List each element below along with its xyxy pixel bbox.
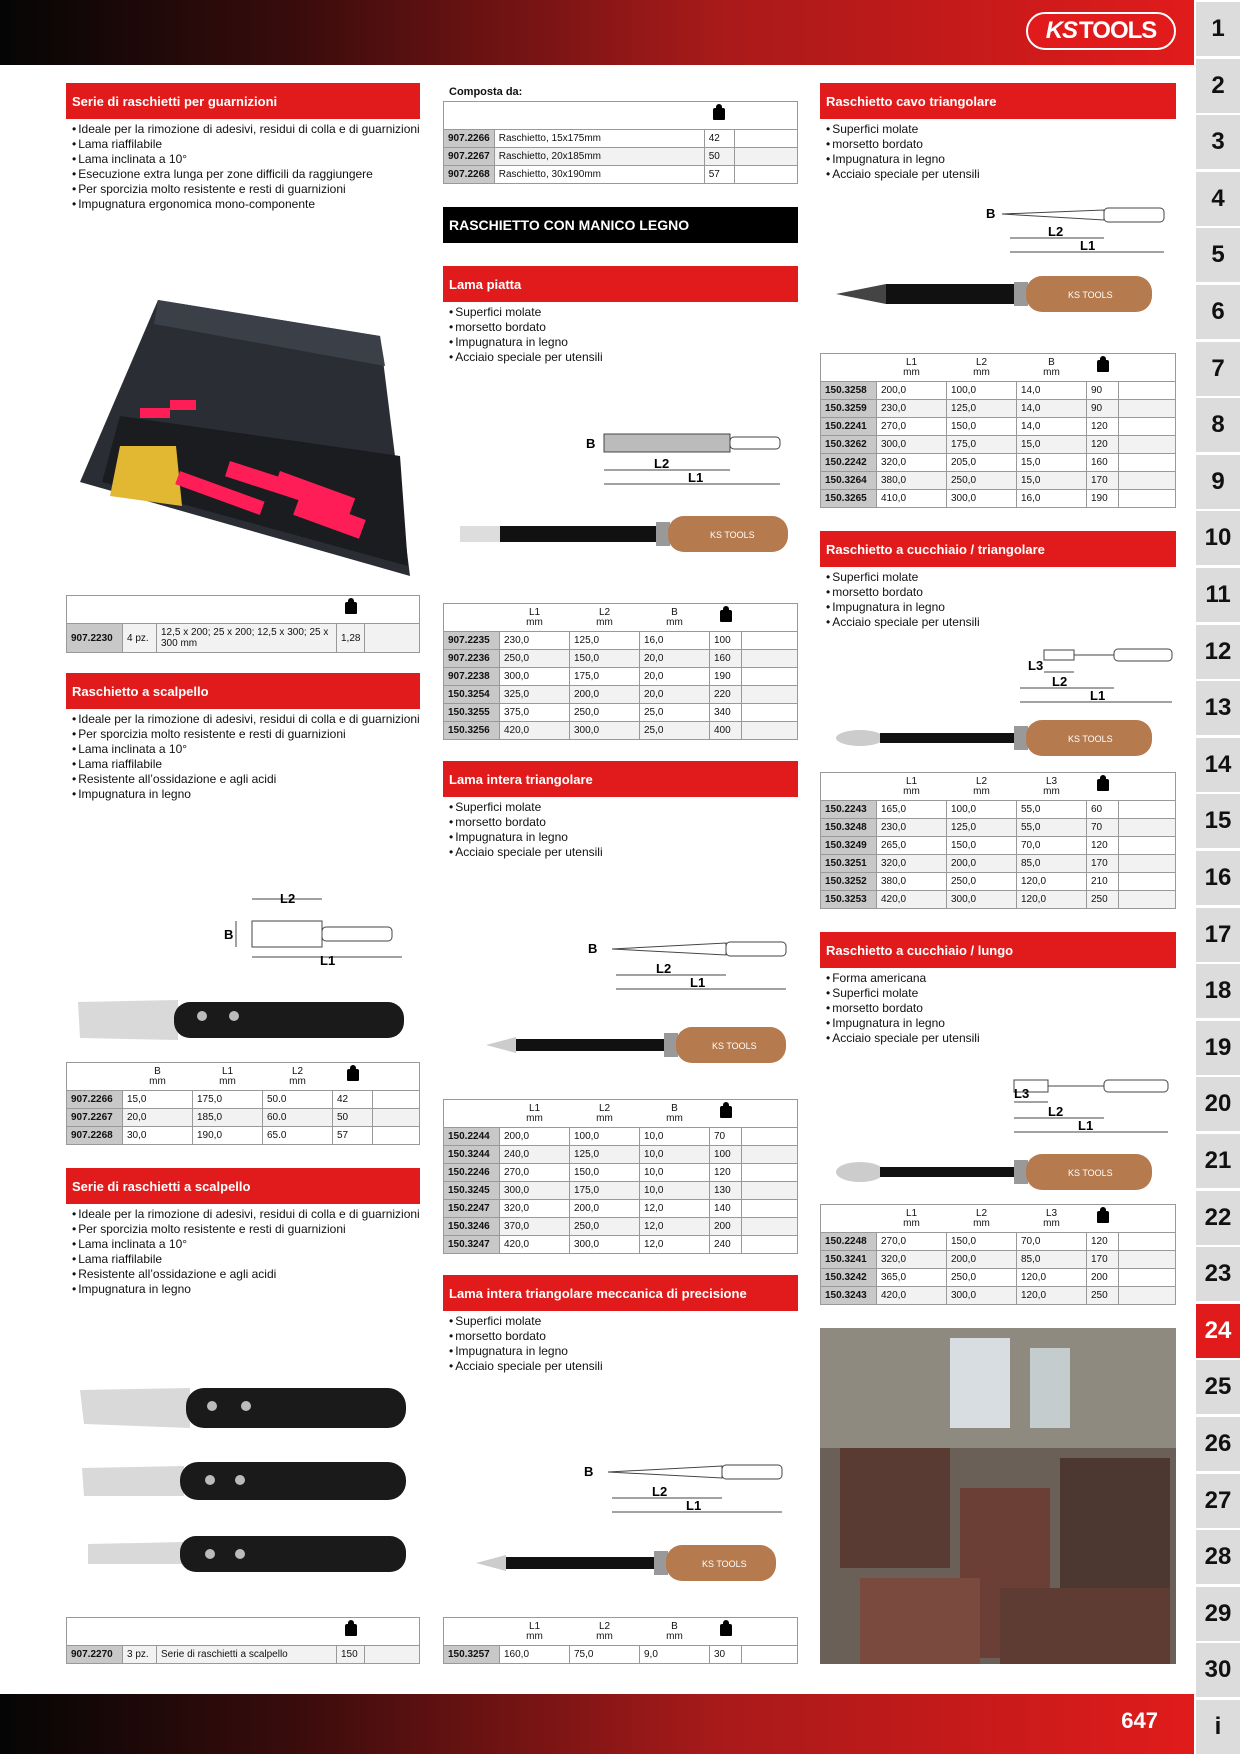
chapter-tab-7[interactable]: 7: [1196, 342, 1240, 396]
scraper-set-case-image: [80, 296, 412, 586]
bullet-item: • Acciaio speciale per utensili: [824, 615, 1174, 630]
svg-text:L2: L2: [654, 456, 670, 471]
bullet-list: [824, 122, 1174, 182]
bullet-item: • Impugnatura in legno: [824, 152, 1174, 167]
bullet-item: • morsetto bordato: [824, 585, 1174, 600]
precision-triangular-scraper-image: [476, 1543, 776, 1583]
svg-text:L1: L1: [688, 470, 704, 485]
svg-text:KS TOOLS: KS TOOLS: [702, 1559, 747, 1569]
table-row: 907.2267 Raschietto, 20x185mm 50: [444, 148, 798, 166]
bullet-list: [447, 305, 797, 365]
chisel-scraper-image: [78, 996, 408, 1044]
table-row: 150.2247 320,0 200,0 12,0 140: [444, 1200, 798, 1218]
section-banner: RASCHIETTO CON MANICO LEGNO: [443, 207, 798, 243]
table-row: 150.3244 240,0 125,0 10,0 100: [444, 1146, 798, 1164]
svg-text:KS TOOLS: KS TOOLS: [1068, 734, 1113, 744]
bullet-item: • morsetto bordato: [824, 137, 1174, 152]
svg-text:L1: L1: [690, 975, 706, 990]
chapter-tab-16[interactable]: 16: [1196, 851, 1240, 905]
table-row: 150.3255 375,0 250,0 25,0 340: [444, 704, 798, 722]
triangular-blade-scraper-image: [486, 1025, 786, 1065]
spoon-triangular-scraper-image: [836, 718, 1152, 758]
chapter-tab-17[interactable]: 17: [1196, 908, 1240, 962]
bullet-item: • Superfici molate: [824, 986, 1174, 1001]
bullet-list: [70, 1207, 420, 1297]
chapter-tab-28[interactable]: 28: [1196, 1530, 1240, 1584]
chapter-tab-2[interactable]: 2: [1196, 59, 1240, 113]
product-table: 907.2230 4 pz. 12,5 x 200; 25 x 200; 12,5 x 300; 25 x 300 mm 1,28: [66, 595, 420, 653]
chapter-tab-23[interactable]: 23: [1196, 1247, 1240, 1301]
table-row: 150.3245 300,0 175,0 10,0 130: [444, 1182, 798, 1200]
ks-tools-logo: KS TOOLS: [1026, 12, 1176, 50]
bullet-item: • Lama inclinata a 10°: [70, 1237, 420, 1252]
svg-text:L3: L3: [1014, 1086, 1030, 1101]
table-row: 150.3256 420,0 300,0 25,0 400: [444, 722, 798, 740]
bullet-item: • Acciaio speciale per utensili: [447, 350, 797, 365]
section-title: Lama piatta: [443, 266, 798, 302]
section-title: Lama intera triangolare meccanica di precisione: [443, 1275, 798, 1311]
chapter-tab-4[interactable]: 4: [1196, 172, 1240, 226]
table-row: 907.2238 300,0 175,0 20,0 190: [444, 668, 798, 686]
table-row: 150.3252 380,0 250,0 120,0 210: [821, 873, 1176, 891]
svg-text:L1: L1: [1078, 1118, 1094, 1133]
bullet-item: • Acciaio speciale per utensili: [447, 1359, 797, 1374]
table-row: 150.3262 300,0 175,0 15,0 120: [821, 436, 1176, 454]
weight-icon: [720, 610, 732, 622]
chapter-tab-29[interactable]: 29: [1196, 1587, 1240, 1641]
table-row: 150.3241 320,0 200,0 85,0 170: [821, 1251, 1176, 1269]
table-row: 150.3257 160,0 75,0 9,0 30: [444, 1646, 798, 1664]
bullet-item: • Impugnatura in legno: [447, 830, 797, 845]
bullet-item: • Resistente all’ossidazione e agli acidi: [70, 1267, 420, 1282]
chapter-tab-27[interactable]: 27: [1196, 1474, 1240, 1528]
flat-blade-diagram: [572, 428, 792, 488]
table-row: 150.3246 370,0 250,0 12,0 200: [444, 1218, 798, 1236]
bullet-item: • Superfici molate: [447, 1314, 797, 1329]
bullet-list: [70, 122, 420, 212]
factory-photo: [820, 1328, 1176, 1664]
table-row: 150.3254 325,0 200,0 20,0 220: [444, 686, 798, 704]
bullet-item: • Impugnatura in legno: [824, 1016, 1174, 1031]
bullet-item: • Superfici molate: [824, 122, 1174, 137]
table-row: 150.3249 265,0 150,0 70,0 120: [821, 837, 1176, 855]
svg-text:L2: L2: [280, 891, 296, 906]
bullet-item: • Ideale per la rimozione di adesivi, residui di colla e di guarnizioni: [70, 1207, 420, 1222]
bullet-item: • Per sporcizia molto resistente e resti di guarnizioni: [70, 727, 420, 742]
spoon-triangular-diagram: [1014, 646, 1184, 708]
bullet-item: • Per sporcizia molto resistente e resti di guarnizioni: [70, 182, 420, 197]
svg-text:L1: L1: [1080, 238, 1096, 253]
product-table: L1 mm L2 mm B mm 150.2244 200,0 100,0 10,0 70 150.3244 240,0 125,0 10,0 100 150.2246 270,0 150,0 10,0 120 150.3245 300,0 175,0 10,0 130 150.2247 320,0 200,0 12,0 140 150.3246 370,0 250,0 12,0 200 150.3247 420,0 300,0 12,0 240: [443, 1099, 798, 1254]
footer-bar: [0, 1694, 1194, 1754]
chapter-tab-1[interactable]: 1: [1196, 2, 1240, 56]
table-row: 150.3253 420,0 300,0 120,0 250: [821, 891, 1176, 909]
section-title: Raschietto a cucchiaio / triangolare: [820, 531, 1176, 567]
bullet-item: • Esecuzione extra lunga per zone difficili da raggiungere: [70, 167, 420, 182]
weight-icon: [1097, 1211, 1109, 1223]
section-title: Serie di raschietti per guarnizioni: [66, 83, 420, 119]
bullet-item: • Per sporcizia molto resistente e resti di guarnizioni: [70, 1222, 420, 1237]
bullet-item: • Lama riaffilabile: [70, 757, 420, 772]
table-row: 150.3247 420,0 300,0 12,0 240: [444, 1236, 798, 1254]
product-table: L1 mm L2 mm B mm 150.3257 160,0 75,0 9,0 30: [443, 1617, 798, 1664]
bullet-item: • Lama riaffilabile: [70, 1252, 420, 1267]
table-row: 150.3265 410,0 300,0 16,0 190: [821, 490, 1176, 508]
svg-text:L2: L2: [1048, 224, 1064, 239]
bullet-list: [447, 800, 797, 860]
section-title: Raschietto cavo triangolare: [820, 83, 1176, 119]
weight-icon: [720, 1624, 732, 1636]
spoon-long-diagram: [1004, 1076, 1184, 1138]
chapter-tab-13[interactable]: 13: [1196, 681, 1240, 735]
svg-text:B: B: [586, 436, 596, 451]
bullet-list: [824, 971, 1174, 1046]
bullet-item: • morsetto bordato: [447, 815, 797, 830]
chapter-tab-11[interactable]: 11: [1196, 568, 1240, 622]
product-table: L1 mm L2 mm L3 mm 150.2248 270,0 150,0 70,0 120 150.3241 320,0 200,0 85,0 170 150.3242 365,0 250,0 120,0 200 150.3243 420,0 300,0 120,0 250: [820, 1204, 1176, 1305]
svg-text:L1: L1: [320, 953, 336, 968]
bullet-list: [447, 1314, 797, 1374]
chapter-tab-18[interactable]: 18: [1196, 964, 1240, 1018]
bullet-list: [824, 570, 1174, 630]
product-table: L1 mm L2 mm L3 mm 150.2243 165,0 100,0 55,0 60 150.3248 230,0 125,0 55,0 70 150.3249 265,0 150,0 70,0 120 150.3251 320,0 200,0 85,0 170 150.3252 380,0 250,0 120,0 210 150.3253 420,0 300,0 120,0 250: [820, 772, 1176, 909]
bullet-item: • Ideale per la rimozione di adesivi, residui di colla e di guarnizioni: [70, 712, 420, 727]
weight-icon: [720, 1106, 732, 1118]
svg-text:L2: L2: [652, 1484, 668, 1499]
bullet-item: • Lama riaffilabile: [70, 137, 420, 152]
chisel-scraper-diagram: [224, 891, 406, 968]
chapter-tab-26[interactable]: 26: [1196, 1417, 1240, 1471]
chapter-tab-5[interactable]: 5: [1196, 228, 1240, 282]
triangular-blade-diagram: [586, 935, 796, 995]
section-title: Raschietto a scalpello: [66, 673, 420, 709]
bullet-item: • Lama inclinata a 10°: [70, 742, 420, 757]
bullet-item: • Impugnatura in legno: [447, 335, 797, 350]
bullet-item: • Resistente all’ossidazione e agli acidi: [70, 772, 420, 787]
weight-icon: [347, 1069, 359, 1081]
svg-text:L1: L1: [686, 1498, 702, 1513]
svg-text:KS TOOLS: KS TOOLS: [712, 1041, 757, 1051]
table-row: 907.2268 30,0 190,0 65.0 57: [67, 1127, 420, 1145]
svg-text:B: B: [224, 927, 234, 942]
bullet-item: • morsetto bordato: [447, 320, 797, 335]
table-row: 150.3259 230,0 125,0 14,0 90: [821, 400, 1176, 418]
svg-text:B: B: [588, 941, 598, 956]
bullet-item: • morsetto bordato: [824, 1001, 1174, 1016]
bullet-item: • Acciaio speciale per utensili: [824, 167, 1174, 182]
product-table: L1 mm L2 mm B mm 150.3258 200,0 100,0 14,0 90 150.3259 230,0 125,0 14,0 90 150.2241 270,0 150,0 14,0 120 150.3262 300,0 175,0 15,0 120 150.2242 320,0 205,0 15,0 160 150.3264 380,0 250,0 15,0 170 150.3265 410,0 300,0 16,0 190: [820, 353, 1176, 508]
table-row: 907.2266 Raschietto, 15x175mm 42: [444, 130, 798, 148]
precision-triangular-blade-diagram: [582, 1458, 792, 1518]
bullet-item: • Acciaio speciale per utensili: [824, 1031, 1174, 1046]
composition-table: [443, 101, 798, 184]
flat-blade-scraper-image: [460, 514, 790, 554]
chapter-tab-6[interactable]: 6: [1196, 285, 1240, 339]
product-table: L1 mm L2 mm B mm 907.2235 230,0 125,0 16,0 100 907.2236 250,0 150,0 20,0 160 907.2238 300,0 175,0 20,0 190 150.3254 325,0 200,0 20,0 220 150.3255 375,0 250,0 25,0 340 150.3256 420,0 300,0 25,0 400: [443, 603, 798, 740]
bullet-item: • Impugnatura ergonomica mono-componente: [70, 197, 420, 212]
chapter-tab-3[interactable]: 3: [1196, 115, 1240, 169]
table-row: 150.2246 270,0 150,0 10,0 120: [444, 1164, 798, 1182]
weight-icon: [345, 602, 357, 614]
header-bar: [0, 0, 1194, 65]
svg-text:L1: L1: [1090, 688, 1106, 703]
bullet-item: • Forma americana: [824, 971, 1174, 986]
weight-icon: [1097, 360, 1109, 372]
svg-text:B: B: [986, 206, 996, 221]
chapter-tab-20[interactable]: 20: [1196, 1077, 1240, 1131]
weight-icon: [345, 1624, 357, 1636]
weight-icon: [1097, 779, 1109, 791]
chapter-tab-25[interactable]: 25: [1196, 1360, 1240, 1414]
table-row: 150.3264 380,0 250,0 15,0 170: [821, 472, 1176, 490]
table-row: 150.3243 420,0 300,0 120,0 250: [821, 1287, 1176, 1305]
bullet-item: • Impugnatura in legno: [824, 600, 1174, 615]
svg-text:KS TOOLS: KS TOOLS: [1068, 290, 1113, 300]
section-title: Raschietto a cucchiaio / lungo: [820, 932, 1176, 968]
svg-text:B: B: [584, 1464, 594, 1479]
composition-label: Composta da:: [449, 86, 523, 98]
chapter-tab-14[interactable]: 14: [1196, 738, 1240, 792]
chapter-tab-i[interactable]: i: [1196, 1700, 1240, 1754]
svg-text:L2: L2: [656, 961, 672, 976]
table-row: 150.3248 230,0 125,0 55,0 70: [821, 819, 1176, 837]
bullet-list: [70, 712, 420, 802]
product-table: 907.2270 3 pz. Serie di raschietti a scalpello 150: [66, 1617, 420, 1664]
hollow-triangular-diagram: [984, 204, 1184, 260]
svg-text:L2: L2: [1048, 1104, 1064, 1119]
table-row: 150.3258 200,0 100,0 14,0 90: [821, 382, 1176, 400]
svg-text:KS TOOLS: KS TOOLS: [710, 530, 755, 540]
bullet-item: • Superfici molate: [447, 800, 797, 815]
chapter-tab-21[interactable]: 21: [1196, 1134, 1240, 1188]
svg-text:KS TOOLS: KS TOOLS: [1068, 1168, 1113, 1178]
table-row: 150.2243 165,0 100,0 55,0 60: [821, 801, 1176, 819]
chapter-tab-12[interactable]: 12: [1196, 625, 1240, 679]
table-row: 150.2244 200,0 100,0 10,0 70: [444, 1128, 798, 1146]
bullet-item: • Impugnatura in legno: [70, 1282, 420, 1297]
bullet-item: • Superfici molate: [447, 305, 797, 320]
table-row: 907.2268 Raschietto, 30x190mm 57: [444, 166, 798, 184]
chapter-tab-22[interactable]: 22: [1196, 1191, 1240, 1245]
table-row: 150.3242 365,0 250,0 120,0 200: [821, 1269, 1176, 1287]
chisel-scraper-set-image: [80, 1384, 410, 1584]
chapter-tab-9[interactable]: 9: [1196, 455, 1240, 509]
chapter-tab-10[interactable]: 10: [1196, 511, 1240, 565]
section-title: Serie di raschietti a scalpello: [66, 1168, 420, 1204]
table-row: 907.2236 250,0 150,0 20,0 160: [444, 650, 798, 668]
product-table: B mm L1 mm L2 mm 907.2266 15,0 175,0 50.0 42 907.2267 20,0 185,0 60.0 50 907.2268 30,0 190,0 65.0 57: [66, 1062, 420, 1145]
bullet-item: • Impugnatura in legno: [447, 1344, 797, 1359]
table-row: 907.2266 15,0 175,0 50.0 42: [67, 1091, 420, 1109]
bullet-item: • Impugnatura in legno: [70, 787, 420, 802]
chapter-tab-8[interactable]: 8: [1196, 398, 1240, 452]
chapter-tab-15[interactable]: 15: [1196, 794, 1240, 848]
chapter-tab-30[interactable]: 30: [1196, 1643, 1240, 1697]
table-row: 150.2242 320,0 205,0 15,0 160: [821, 454, 1176, 472]
hollow-triangular-scraper-image: [836, 274, 1152, 314]
chapter-tabs: [1196, 0, 1240, 1754]
chapter-tab-19[interactable]: 19: [1196, 1021, 1240, 1075]
bullet-item: • Ideale per la rimozione di adesivi, residui di colla e di guarnizioni: [70, 122, 420, 137]
bullet-item: • morsetto bordato: [447, 1329, 797, 1344]
bullet-item: • Superfici molate: [824, 570, 1174, 585]
bullet-item: • Lama inclinata a 10°: [70, 152, 420, 167]
table-row: 907.2267 20,0 185,0 60.0 50: [67, 1109, 420, 1127]
chapter-tab-24[interactable]: 24: [1196, 1304, 1240, 1358]
svg-text:L3: L3: [1028, 658, 1044, 673]
spoon-long-scraper-image: [836, 1152, 1152, 1192]
weight-icon: [713, 108, 725, 120]
table-row: 907.2235 230,0 125,0 16,0 100: [444, 632, 798, 650]
section-title: Lama intera triangolare: [443, 761, 798, 797]
bullet-item: • Acciaio speciale per utensili: [447, 845, 797, 860]
table-row: 150.2241 270,0 150,0 14,0 120: [821, 418, 1176, 436]
svg-text:L2: L2: [1052, 674, 1068, 689]
table-row: 150.3251 320,0 200,0 85,0 170: [821, 855, 1176, 873]
page-number: 647: [1121, 1708, 1158, 1733]
table-row: 150.2248 270,0 150,0 70,0 120: [821, 1233, 1176, 1251]
